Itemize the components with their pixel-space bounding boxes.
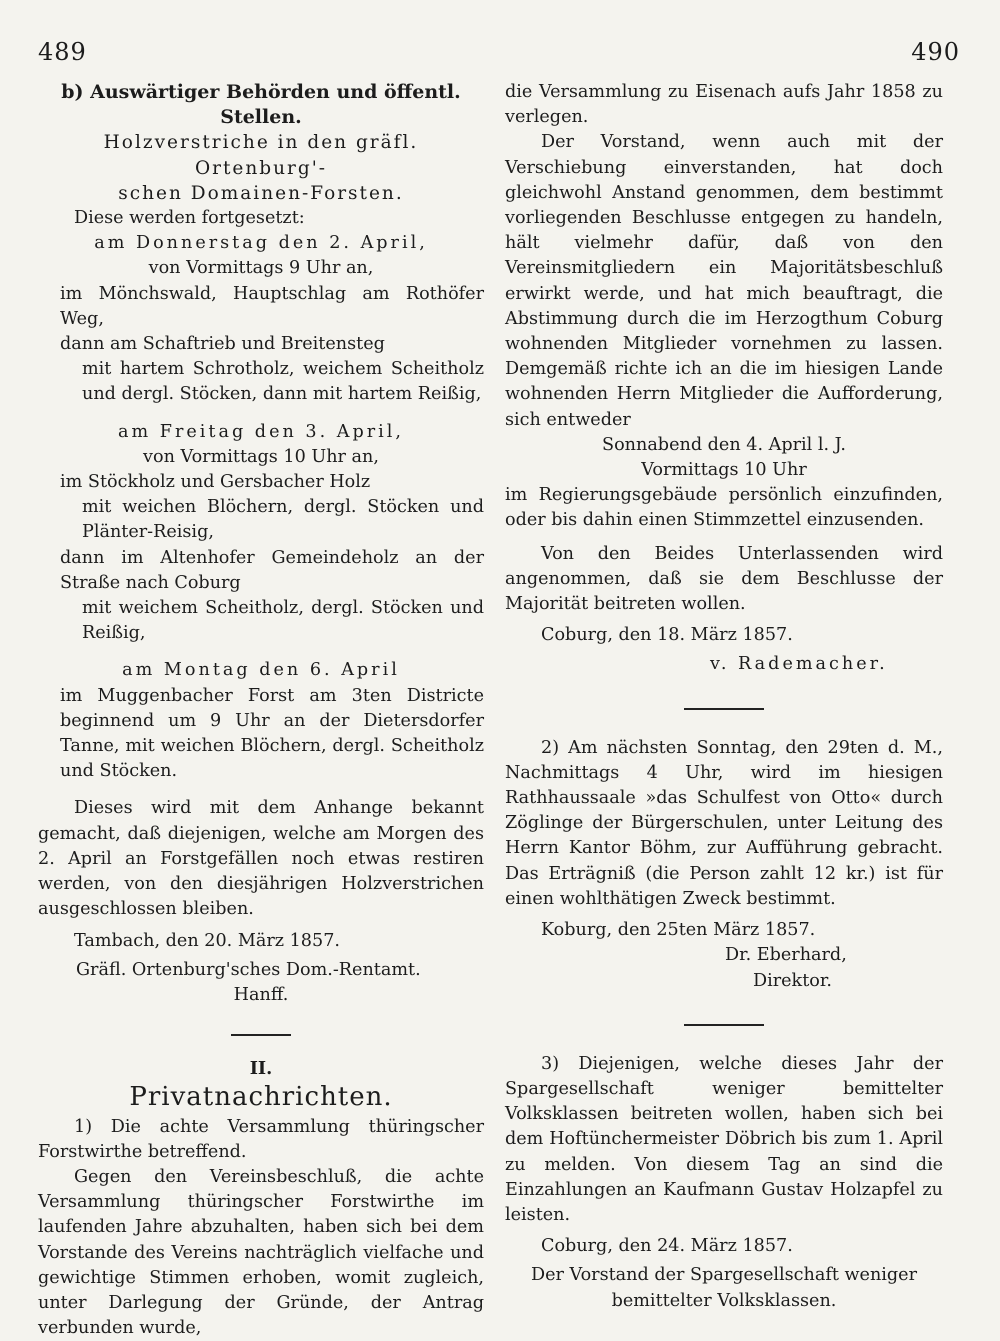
signer: Der Vorstand der Spargesellschaft weniger	[530, 1265, 918, 1286]
divider	[684, 1024, 764, 1026]
location-line: dann am Schaftrieb und Breitensteg	[60, 334, 385, 355]
section-heading: b) Auswärtiger Behörden und öffentl. Stellen.	[61, 81, 461, 129]
left-column	[38, 80, 484, 1341]
signer: Dr. Eberhard,	[725, 945, 847, 966]
divider	[684, 708, 764, 710]
items-line: mit hartem Schrotholz, weichem Scheitholz und dergl. Stöcken, dann mit hartem Reißig,	[82, 359, 484, 405]
date-line: am Montag den 6. April	[122, 660, 400, 681]
items-line: mit weichem Scheitholz, dergl. Stöcken und Reißig,	[82, 598, 484, 644]
signer: bemittelter Volksklassen.	[611, 1290, 837, 1311]
place-date: Tambach, den 20. März 1857.	[74, 930, 340, 951]
paragraph: im Regierungsgebäude persönlich einzufinden, oder bis dahin einen Stimmzettel einzusenden.	[505, 485, 943, 531]
section-title: Privatnachrichten.	[129, 1082, 393, 1113]
divider	[231, 1034, 291, 1036]
page-number-left: 489	[38, 38, 87, 66]
signer: Hanff.	[233, 984, 289, 1005]
place-date: Coburg, den 24. März 1857.	[541, 1236, 793, 1257]
item-text: 3) Diejenigen, welche dieses Jahr der Spargesellschaft weniger bemittelter Volksklassen beitreten wollen, haben sich bei dem Hoftünchermeister Döbrich bis zum 1. April zu melden. Von diesem Tag an sind die Einzahlungen an Kaufmann Gustav Holzapfel zu leisten.	[505, 1053, 943, 1225]
date-line: am Donnerstag den 2. April,	[94, 233, 428, 254]
time-line: von Vormittags 9 Uhr an,	[148, 258, 374, 279]
office-name: Gräfl. Ortenburg'sches Dom.-Rentamt.	[76, 959, 421, 980]
place-date: Koburg, den 25ten März 1857.	[541, 920, 816, 941]
items-line: mit weichen Blöchern, dergl. Stöcken und Plänter-Reisig,	[82, 497, 484, 543]
signer-title: Direktor.	[753, 970, 832, 991]
location-line: im Muggenbacher Forst am 3ten Districte beginnend um 9 Uhr an der Dietersdorfer Tanne, mit weichen Blöchern, dergl. Scheitholz und Stöcken.	[60, 685, 484, 782]
place-date: Coburg, den 18. März 1857.	[541, 625, 793, 646]
date-line: Sonnabend den 4. April l. J.	[602, 434, 846, 455]
date-line: am Freitag den 3. April,	[117, 421, 405, 442]
paragraph: Der Vorstand, wenn auch mit der Verschiebung einverstanden, hat doch gleichwohl Anstand genommen, dem bestimmt vorliegenden Beschlusse entgegen zu handeln, hält vielmehr dafür, daß von den Vereinsmitgliedern ein Majoritätsbeschluß erwirkt werde, und hat mich beauftragt, die Abstimmung durch die im Herzogthum Coburg wohnenden Mitglieder vornehmen zu lassen. Demgemäß richte ich an die im hiesigen Lande wohnenden Herrn Mitglieder die Aufforderung, sich entweder	[505, 132, 943, 430]
location-line: im Mönchswald, Hauptschlag am Rothöfer Weg,	[60, 283, 484, 329]
item-text: Gegen den Vereinsbeschluß, die achte Versammlung thüringscher Forstwirthe im laufenden Jahre abzuhalten, haben sich bei dem Vorstande des Vereins nachträglich vielfache und gewichtige Stimmen erhoben, womit zugleich, unter Darlegung der Gründe, der Antrag verbunden wurde,	[38, 1166, 484, 1339]
notice-title-line2: schen Domainen-Forsten.	[118, 182, 404, 204]
location-line: dann im Altenhofer Gemeindeholz an der Straße nach Coburg	[60, 547, 484, 593]
location-line: im Stöckholz und Gersbacher Holz	[60, 472, 371, 493]
right-column	[505, 80, 943, 1314]
time-line: Vormittags 10 Uhr	[641, 460, 807, 481]
intro-text: Diese werden fortgesetzt:	[74, 208, 305, 229]
paragraph: Von den Beides Unterlassenden wird angenommen, daß sie dem Beschlusse der Majorität beitreten wollen.	[505, 543, 943, 615]
section-number: II.	[249, 1058, 273, 1080]
item-text: 2) Am nächsten Sonntag, den 29ten d. M., Nachmittags 4 Uhr, wird im hiesigen Rathhaussaale »das Schulfest von Otto« durch Zöglinge der Bürgerschulen, unter Leitung des Herrn Kantor Böhm, zur Aufführung gebracht. Das Erträgniß (die Person zahlt 12 kr.) ist für einen wohlthätigen Zweck bestimmt.	[505, 737, 943, 909]
item-title: 1) Die achte Versammlung thüringscher Forstwirthe betreffend.	[38, 1116, 484, 1162]
continued-text: die Versammlung zu Eisenach aufs Jahr 1858 zu verlegen.	[505, 82, 943, 128]
notice-paragraph: Dieses wird mit dem Anhange bekannt gemacht, daß diejenigen, welche am Morgen des 2. April an Forstgefällen noch etwas restiren werden, von den diesjährigen Holzverstrichen ausgeschlossen bleiben.	[38, 798, 484, 920]
page-number-right: 490	[911, 38, 960, 66]
signer: v. Rademacher.	[710, 654, 888, 675]
time-line: von Vormittags 10 Uhr an,	[143, 446, 379, 467]
notice-title-line1: Holzverstriche in den gräfl. Ortenburg'-	[103, 132, 419, 179]
